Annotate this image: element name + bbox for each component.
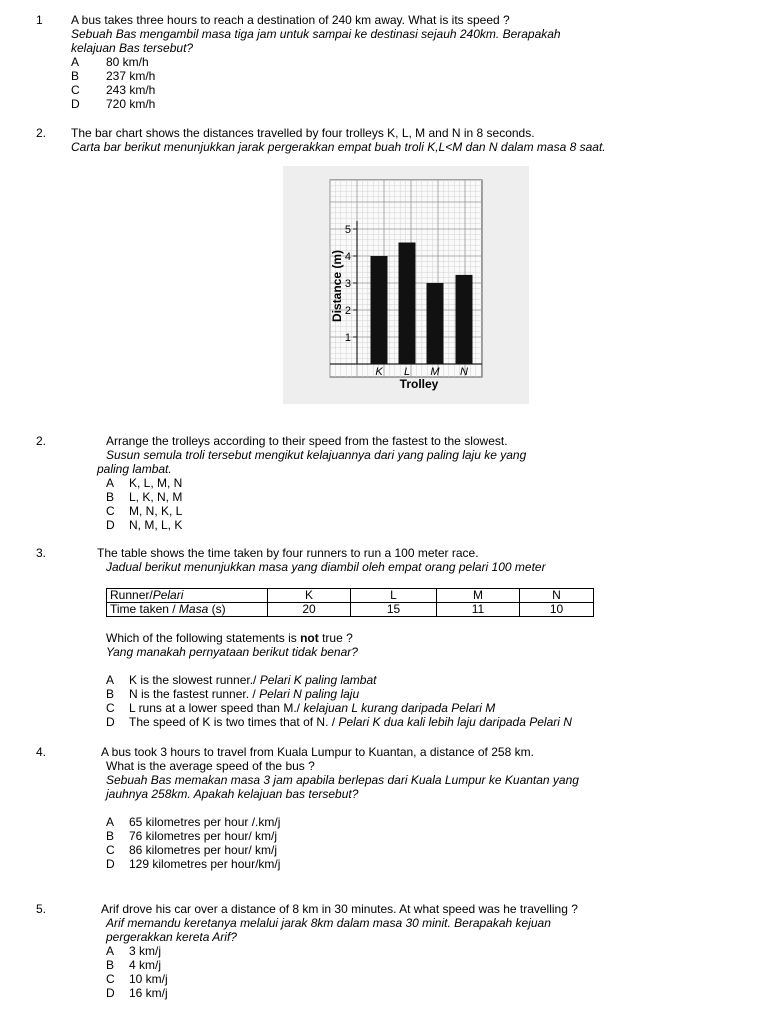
option-c[interactable]: C M, N, K, L	[106, 504, 183, 518]
option-c[interactable]: C 10 km/j	[106, 972, 168, 986]
y-tick-label: 4	[344, 251, 351, 263]
bar-l	[399, 243, 416, 365]
bar-n	[456, 275, 473, 364]
question-prompt-en: Which of the following statements is not true ?	[106, 631, 353, 645]
question-number: 3.	[36, 546, 47, 560]
question-number: 2.	[36, 126, 47, 140]
x-tick-label: L	[403, 366, 411, 378]
bar-chart	[283, 166, 529, 404]
table-cell: 10	[520, 603, 594, 617]
option-a[interactable]: A K is the slowest runner./ Pelari K paling lambat	[106, 673, 377, 687]
question-text-en: Arif drove his car over a distance of 8 km in 30 minutes. At what speed was he travelling ?	[101, 902, 578, 916]
option-d[interactable]: D 129 kilometres per hour/km/j	[106, 857, 281, 871]
table-header-cell: Runner/Pelari	[107, 589, 268, 603]
table-row	[107, 589, 594, 603]
question-text-en: The table shows the time taken by four runners to run a 100 meter race.	[97, 546, 479, 560]
table-cell: 20	[268, 603, 351, 617]
question-text-ms-cont: kelajuan Bas tersebut?	[71, 41, 194, 55]
question-number: 4.	[36, 745, 47, 759]
option-d[interactable]: D The speed of K is two times that of N. / Pelari K dua kali lebih laju daripada Pelari N	[106, 715, 572, 729]
question-text-en-cont: What is the average speed of the bus ?	[106, 759, 315, 773]
question-text-ms: Jadual berikut menunjukkan masa yang diambil oleh empat orang pelari 100 meter	[106, 560, 546, 574]
y-tick-label: 2	[344, 305, 351, 317]
option-a[interactable]: A 65 kilometres per hour /.km/j	[106, 815, 281, 829]
y-tick-label: 1	[344, 332, 351, 344]
option-b[interactable]: B 4 km/j	[106, 958, 162, 972]
y-tick-label: 5	[344, 224, 351, 236]
question-text-ms-cont: pergerakkan kereta Arif?	[106, 930, 237, 944]
table-cell: 15	[351, 603, 437, 617]
table-row	[107, 603, 594, 617]
x-axis-label: Trolley	[399, 377, 439, 391]
question-text-ms: Sebuah Bas memakan masa 3 jam apabila berlepas dari Kuala Lumpur ke Kuantan yang	[106, 773, 579, 787]
option-d[interactable]: D N, M, L, K	[106, 518, 183, 532]
y-tick-label: 3	[344, 278, 351, 290]
option-b[interactable]: B N is the fastest runner. / Pelari N paling laju	[106, 687, 360, 701]
question-text-ms: Sebuah Bas mengambil masa tiga jam untuk sampai ke destinasi sejauh 240km. Berapakah	[71, 27, 561, 41]
table-cell: 11	[437, 603, 520, 617]
question-text-ms-cont: jauhnya 258km. Apakah kelajuan bas tersebut?	[106, 787, 359, 801]
option-a[interactable]: A 80 km/h	[71, 55, 149, 69]
x-tick-label: K	[375, 366, 383, 378]
option-d[interactable]: D 16 km/j	[106, 986, 168, 1000]
table-cell: M	[437, 589, 520, 603]
option-a[interactable]: A 3 km/j	[106, 944, 162, 958]
x-tick-label: M	[430, 366, 440, 378]
option-d[interactable]: D 720 km/h	[71, 97, 156, 111]
table-cell: K	[268, 589, 351, 603]
question-text-en: A bus takes three hours to reach a destination of 240 km away. What is its speed ?	[71, 13, 510, 27]
table-cell: L	[351, 589, 437, 603]
question-text-ms: Susun semula troli tersebut mengikut kelajuannya dari yang paling laju ke yang	[106, 448, 527, 462]
runners-table	[106, 588, 594, 617]
y-axis-label: Distance (m)	[330, 249, 344, 323]
option-b[interactable]: B 76 kilometres per hour/ km/j	[106, 829, 278, 843]
question-text-ms-cont: paling lambat.	[97, 462, 172, 476]
table-cell: N	[520, 589, 594, 603]
bar-k	[371, 256, 388, 364]
question-prompt-ms: Yang manakah pernyataan berikut tidak benar?	[106, 645, 358, 659]
question-number: 1	[36, 13, 43, 27]
question-text-ms: Carta bar berikut menunjukkan jarak pergerakkan empat buah troli K,L<M dan N dalam masa 8 saat.	[71, 140, 606, 154]
option-a[interactable]: A K, L, M, N	[106, 476, 183, 490]
question-number: 5.	[36, 902, 47, 916]
table-header-cell: Time taken / Masa (s)	[107, 603, 268, 617]
bar-chart-svg	[283, 166, 529, 404]
option-c[interactable]: C 243 km/h	[71, 83, 156, 97]
question-text-en: Arrange the trolleys according to their speed from the fastest to the slowest.	[106, 434, 508, 448]
question-text-ms: Arif memandu keretanya melalui jarak 8km dalam masa 30 minit. Berapakah kejuan	[106, 916, 551, 930]
question-text-en: A bus took 3 hours to travel from Kuala Lumpur to Kuantan, a distance of 258 km.	[101, 745, 534, 759]
option-c[interactable]: C L runs at a lower speed than M./ kelajuan L kurang daripada Pelari M	[106, 701, 496, 715]
question-number: 2.	[36, 434, 47, 448]
option-b[interactable]: B 237 km/h	[71, 69, 156, 83]
x-tick-label: N	[460, 366, 468, 378]
option-b[interactable]: B L, K, N, M	[106, 490, 183, 504]
question-text-en: The bar chart shows the distances travelled by four trolleys K, L, M and N in 8 seconds.	[71, 126, 535, 140]
option-c[interactable]: C 86 kilometres per hour/ km/j	[106, 843, 278, 857]
bar-m	[427, 283, 444, 364]
